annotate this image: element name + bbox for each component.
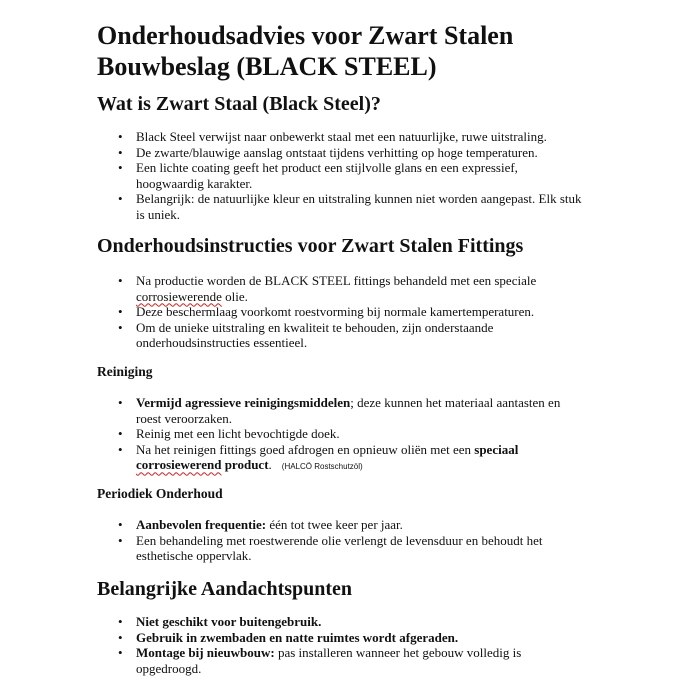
text: pas installeren wanneer het gebouw volledig is opgedroogd. [136,645,522,676]
text: één tot twee keer per jaar. [266,517,403,532]
heading-important-points: Belangrijke Aandachtspunten [97,578,353,600]
list-item: • Reinig met een licht bevochtigde doek. [118,426,588,442]
periodic-list [118,517,588,564]
text: olie. [221,288,248,304]
heading-periodic-maintenance: Periodiek Onderhoud [97,486,223,501]
document-title: Onderhoudsadvies voor Zwart Stalen Bouwbeslag (BLACK STEEL) [97,21,514,81]
important-list [118,614,588,676]
list-item: • Belangrijk: de natuurlijke kleur en uitstraling kunnen niet worden aangepast. Elk stuk is uniek. [118,191,588,222]
product-note: (HALCÖ Rostschutzöl) [281,462,363,472]
cleaning-list [118,395,588,475]
heading-what-is-black-steel: Wat is Zwart Staal (Black Steel)? [97,93,381,115]
list-item: • Black Steel verwijst naar onbewerkt staal met een natuurlijke, ruwe uitstraling. [118,129,588,145]
list-item: • Om de unieke uitstraling en kwaliteit te behouden, zijn onderstaande onderhoudsinstructies essentieel. [118,320,588,351]
maintenance-list [118,273,588,351]
bold-text: Niet geschikt voor buitengebruik. [136,614,322,629]
text: . [268,457,272,473]
spellcheck-word: corrosiewerende [136,288,222,304]
list-item [118,630,588,646]
black-steel-list [118,129,588,223]
text: Na productie worden de BLACK STEEL fittings behandeld met een speciale [136,273,537,288]
list-item: • Een lichte coating geeft het product een stijlvolle glans en een expressief, hoogwaardig karakter. [118,160,588,191]
list-item [118,395,588,426]
list-item [118,442,588,475]
list-item [118,273,588,304]
text: ; deze kunnen het materiaal aantasten en roest veroorzaken. [136,395,561,426]
bold-text: speciaal [474,441,519,457]
bold-text: Gebruik in zwembaden en natte ruimtes wordt afgeraden. [136,629,459,645]
heading-maintenance-instructions: Onderhoudsinstructies voor Zwart Stalen Fittings [97,235,524,257]
list-item [118,517,588,533]
list-item: • Een behandeling met roestwerende olie verlengt de levensduur en behoudt het esthetische oppervlak. [118,533,588,564]
list-item [118,614,588,630]
spellcheck-word: corrosiewerend [136,457,222,473]
text: Na het reinigen fittings goed afdrogen en opnieuw oliën met een [136,441,475,457]
bold-text: product [221,457,269,473]
bold-text: Vermijd agressieve reinigingsmiddelen [136,395,351,410]
bold-text: Aanbevolen frequentie: [136,517,267,532]
bold-text: Montage bij nieuwbouw: [136,645,275,661]
list-item: • Deze beschermlaag voorkomt roestvorming bij normale kamertemperaturen. [118,304,588,320]
list-item [118,645,588,676]
list-item: • De zwarte/blauwige aanslag ontstaat tijdens verhitting op hoge temperaturen. [118,145,588,161]
heading-cleaning: Reiniging [97,364,153,379]
